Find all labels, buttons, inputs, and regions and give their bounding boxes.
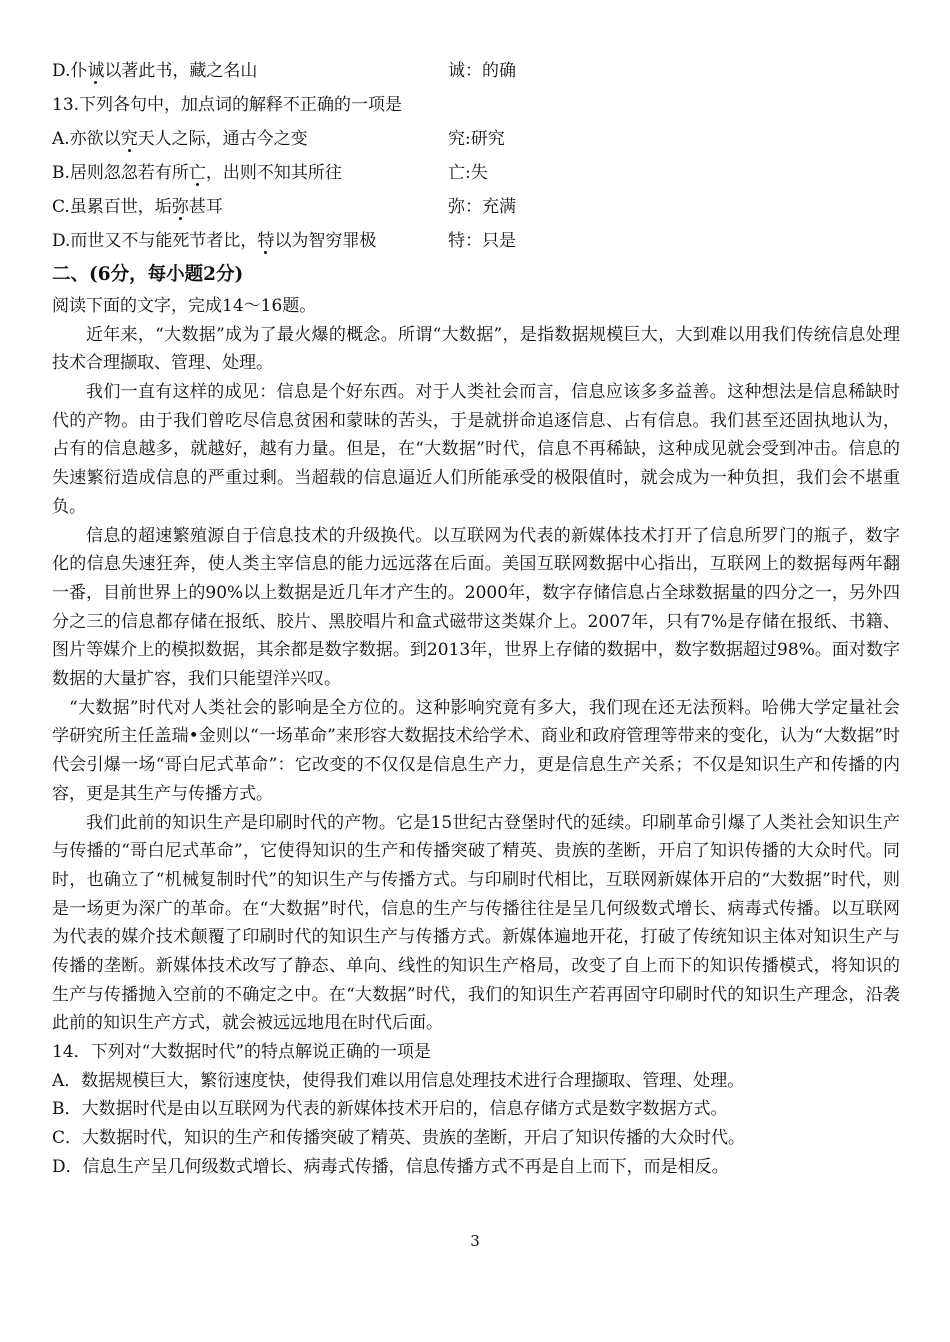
q13-option-d-gloss: 特：只是 [448,231,516,251]
q14-stem: 14．下列对“大数据时代”的特点解说正确的一项是 [52,1042,432,1063]
q14-option-a: A．数据规模巨大，繁衍速度快，使得我们难以用信息处理技术进行合理撷取、管理、处理。 [52,1070,745,1091]
q13-option-c: C.虽累百世，垢弥甚耳 弥：充满 [52,190,900,224]
passage-paragraph-2: 我们一直有这样的成见：信息是个好东西。对于人类社会而言，信息应该多多益善。这种想法是信息稀缺时代的产物。由于我们曾吃尽信息贫困和蒙昧的苦头，于是就拼命追逐信息、占有信息。我们甚至还固执地认为，占有的信息越多，就越好，越有力量。但是，在“大数据”时代，信息不再稀缺，这种成见就会受到冲击。信息的失速繁衍造成信息的严重过剩。当超载的信息逼近人们所能承受的极限值时，就会成为一种负担，我们会不堪重负。 [52,382,900,517]
emphasis-dot-char: 究 [120,129,138,149]
q13-option-b: B.居则忽忽若有所亡，出则不知其所往 亡:失 [52,156,900,190]
q13-option-b-gloss: 亡:失 [448,163,488,183]
emphasis-dot-char: 特 [257,231,275,251]
passage-paragraph-5: 我们此前的知识生产是印刷时代的产物。它是15世纪古登堡时代的延续。印刷革命引爆了人类社会知识生产与传播的“哥白尼式革命”，它使得知识的生产和传播突破了精英、贵族的垄断，开启了知识传播的大众时代。同时，也确立了“机械复制时代”的知识生产与传播方式。与印刷时代相比，互联网新媒体开启的“大数据”时代，则是一场更为深广的革命。在“大数据”时代，信息的生产与传播往往是呈几何级数式增长、病毒式传播。以互联网为代表的媒介技术颠覆了印刷时代的知识生产与传播方式。新媒体遍地开花，打破了传统知识主体对知识生产与传播的垄断。新媒体技术改写了静态、单向、线性的知识生产格局，改变了自上而下的知识传播模式，将知识的生产与传播抛入空前的不确定之中。在“大数据”时代，我们的知识生产若再固守印刷时代的知识生产理念，沿袭此前的知识生产方式，就会被远远地甩在时代后面。 [52,812,900,1034]
q13-stem: 13.下列各句中，加点词的解释不正确的一项是 [52,95,403,115]
q12-option-d-gloss: 诚：的确 [448,61,516,81]
q14-option-b: B．大数据时代是由以互联网为代表的新媒体技术开启的，信息存储方式是数字数据方式。 [52,1099,728,1120]
passage-paragraph-1: 近年来，“大数据”成为了最火爆的概念。所谓“大数据”，是指数据规模巨大，大到难以用我们传统信息处理技术合理撷取、管理、处理。 [52,324,900,374]
passage-paragraph-4: “大数据”时代对人类社会的影响是全方位的。这种影响究竟有多大，我们现在还无法预料。哈佛大学定量社会学研究所主任盖瑞•金则以“一场革命”来形容大数据技术给学术、商业和政府管理等带来的变化，认为“大数据”时代会引爆一场“哥白尼式革命”：它改变的不仅仅是信息生产力，更是信息生产关系；不仅是知识生产和传播的内容，更是其生产与传播方式。 [52,697,900,804]
section-heading: 二、(6分，每小题2分) [52,264,244,285]
q13-option-a-gloss: 究:研究 [448,129,505,149]
section-instruction: 阅读下面的文字，完成14～16题。 [52,296,317,316]
q12-option-d [52,54,900,88]
q13-option-c-gloss: 弥：充满 [448,197,516,217]
q14-option-c: C．大数据时代，知识的生产和传播突破了精英、贵族的垄断，开启了知识传播的大众时代。 [52,1127,746,1148]
emphasis-dot-char: 亡 [188,163,206,183]
q14-option-d: D．信息生产呈几何级数式增长、病毒式传播，信息传播方式不再是自上而下，而是相反。 [52,1156,729,1177]
passage-paragraph-3: 信息的超速繁殖源自于信息技术的升级换代。以互联网为代表的新媒体技术打开了信息所罗门的瓶子，数字化的信息失速狂奔，使人类主宰信息的能力远远落在后面。美国互联网数据中心指出，互联网上的数据每两年翻一番，目前世界上的90%以上数据是近几年才产生的。2000年，数字存储信息占全球数据量的四分之一，另外四分之三的信息都存储在报纸、胶片、黑胶唱片和盒式磁带这类媒介上。2007年，只有7%是存储在报纸、书籍、图片等媒介上的模拟数据，其余都是数字数据。到2013年，世界上存储的数据中，数字数据超过98%。面对数字数据的大量扩容，我们只能望洋兴叹。 [52,525,900,690]
exam-page [52,54,900,1181]
emphasis-dot-char: 诚 [87,61,105,81]
q12-option-d-sentence: D.仆诚以著此书，藏之名山 [52,61,258,81]
q13-option-a: A.亦欲以究天人之际，通古今之变 究:研究 [52,122,900,156]
emphasis-dot-char: 弥 [171,197,189,217]
page-number: 3 [470,1232,480,1250]
q13-option-d: D.而世又不与能死节者比，特以为智穷罪极 特：只是 [52,224,900,258]
